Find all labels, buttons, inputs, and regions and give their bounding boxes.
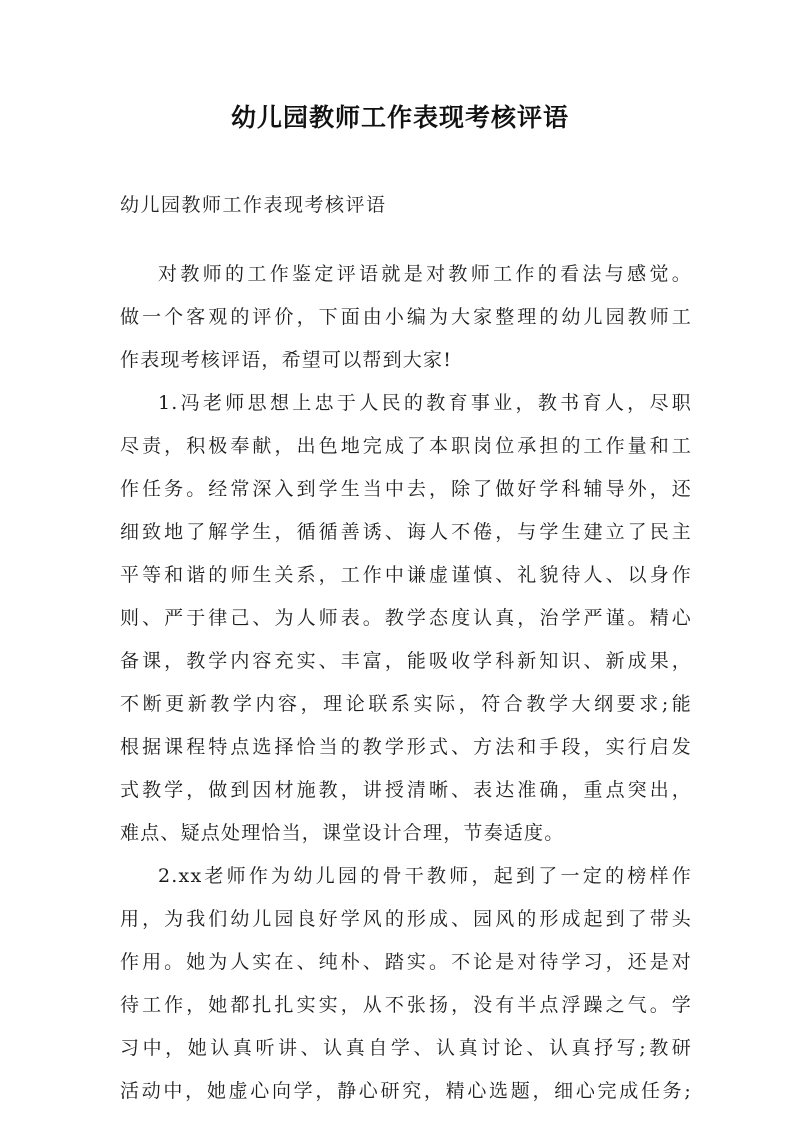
document-title: 幼儿园教师工作表现考核评语 — [230, 103, 569, 132]
paragraph-line: 不断更新教学内容，理论联系实际，符合教学大纲要求;能 — [120, 693, 692, 715]
paragraph-line: 1.冯老师思想上忠于人民的教育事业，教书育人，尽职 — [158, 392, 692, 414]
paragraph-line: 则、严于律己、为人师表。教学态度认真，治学严谨。精心 — [120, 607, 692, 629]
paragraph-line: 对教师的工作鉴定评语就是对教师工作的看法与感觉。 — [158, 263, 692, 285]
paragraph-line: 活动中，她虚心向学，静心研究，精心选题，细心完成任务; — [120, 1080, 692, 1102]
paragraph-line: 备课，教学内容充实、丰富，能吸收学科新知识、新成果， — [120, 650, 692, 672]
paragraph-line: 做一个客观的评价，下面由小编为大家整理的幼儿园教师工 — [120, 306, 692, 328]
paragraph-line: 根据课程特点选择恰当的教学形式、方法和手段，实行启发 — [120, 736, 692, 758]
paragraph-line: 难点、疑点处理恰当，课堂设计合理，节奏适度。 — [120, 822, 565, 844]
paragraph-line: 2.xx老师作为幼儿园的骨干教师，起到了一定的榜样作 — [158, 865, 692, 887]
paragraph-line: 细致地了解学生，循循善诱、诲人不倦，与学生建立了民主 — [120, 521, 692, 543]
paragraph-line: 作表现考核评语，希望可以帮到大家! — [120, 349, 453, 371]
paragraph-line: 式教学，做到因材施教，讲授清晰、表达准确，重点突出， — [120, 779, 692, 801]
paragraph-line: 尽责，积极奉献，出色地完成了本职岗位承担的工作量和工 — [120, 435, 692, 457]
document-subtitle: 幼儿园教师工作表现考核评语 — [120, 194, 387, 216]
paragraph-line: 作用。她为人实在、纯朴、踏实。不论是对待学习，还是对 — [120, 951, 692, 973]
paragraph-line: 习中，她认真听讲、认真自学、认真讨论、认真抒写;教研 — [120, 1037, 692, 1059]
paragraph-line: 用，为我们幼儿园良好学风的形成、园风的形成起到了带头 — [120, 908, 692, 930]
paragraph-line: 待工作，她都扎扎实实，从不张扬，没有半点浮躁之气。学 — [120, 994, 692, 1016]
paragraph-line: 作任务。经常深入到学生当中去，除了做好学科辅导外，还 — [120, 478, 692, 500]
paragraph-line: 平等和谐的师生关系，工作中谦虚谨慎、礼貌待人、以身作 — [120, 564, 692, 586]
